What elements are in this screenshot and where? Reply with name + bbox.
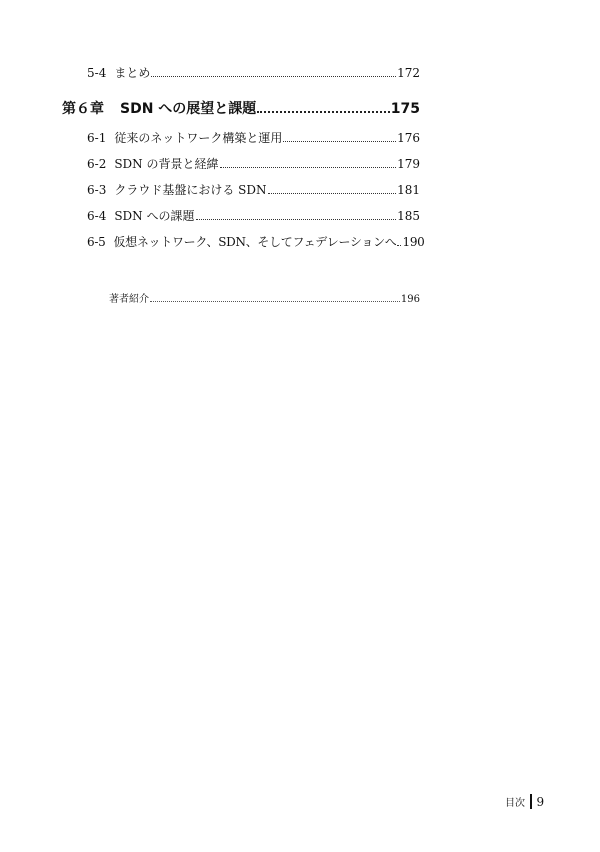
page-number: 181 — [397, 183, 420, 197]
section-number: 6-2 — [87, 157, 107, 171]
footer-divider — [530, 794, 532, 809]
dot-leader — [150, 300, 400, 302]
section-number: 6-1 — [87, 131, 107, 145]
page-number: 185 — [397, 209, 420, 223]
dot-leader — [151, 75, 396, 77]
toc-entry-6-1[interactable] — [87, 129, 420, 146]
section-title: まとめ — [114, 66, 151, 80]
section-title: 仮想ネットワーク、SDN、そしてフェデレーションへ — [113, 235, 397, 249]
toc-entry-6-5[interactable] — [87, 233, 425, 250]
dot-leader — [397, 244, 401, 246]
page-number: 172 — [397, 66, 420, 80]
toc-entry-6-4[interactable] — [87, 207, 420, 224]
toc-entry-6-2[interactable] — [87, 155, 420, 172]
author-profile-title: 著者紹介 — [109, 294, 149, 305]
page-number: 175 — [390, 101, 420, 117]
dot-leader — [220, 166, 397, 168]
section-number: 6-4 — [87, 209, 107, 223]
section-title: クラウド基盤における SDN — [114, 183, 267, 197]
page-number: 190 — [402, 235, 425, 249]
footer-page-number: 9 — [536, 794, 545, 809]
section-number: 6-3 — [87, 183, 107, 197]
section-title: SDN の背景と経緯 — [114, 157, 219, 171]
section-title: 従来のネットワーク構築と運用 — [114, 131, 283, 145]
footer-label: 目次 — [505, 798, 525, 809]
toc-entry-5-4[interactable] — [87, 64, 420, 81]
dot-leader — [268, 192, 397, 194]
section-number: 5-4 — [87, 66, 107, 80]
section-title: SDN への課題 — [114, 209, 195, 223]
chapter-title: SDN への展望と課題 — [120, 101, 257, 117]
page-number: 179 — [397, 157, 420, 171]
toc-entry-chapter-6[interactable] — [62, 98, 420, 118]
chapter-number: 第６章 — [62, 101, 104, 117]
toc-entry-6-3[interactable] — [87, 181, 420, 198]
page-footer — [505, 794, 544, 809]
dot-leader — [196, 218, 397, 220]
page-number: 196 — [400, 294, 420, 305]
section-number: 6-5 — [87, 235, 106, 249]
dot-leader — [283, 140, 396, 142]
page-number: 176 — [397, 131, 420, 145]
toc-entry-author-profile[interactable] — [109, 290, 420, 305]
dot-leader — [257, 110, 389, 113]
